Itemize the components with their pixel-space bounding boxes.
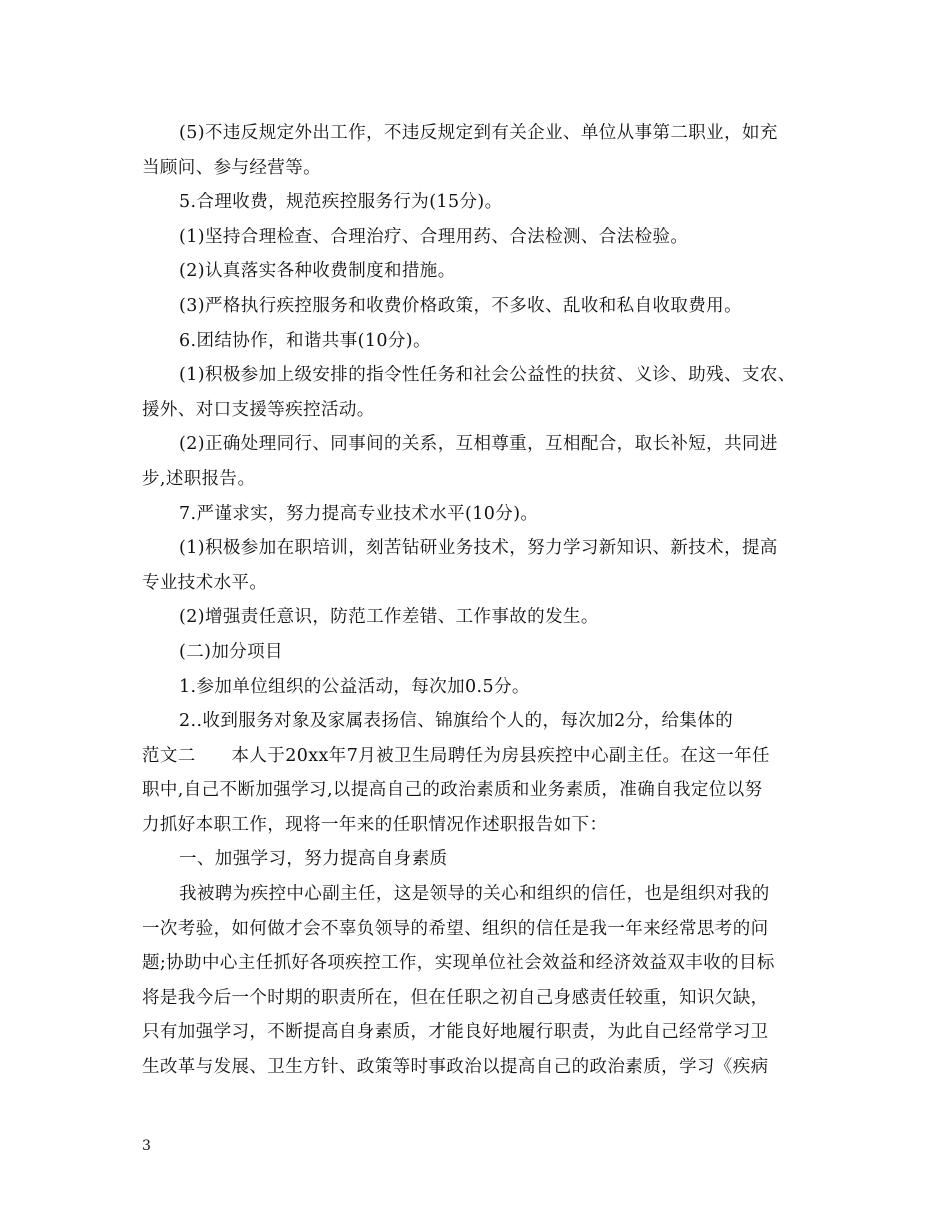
text-line: 步,述职报告。 — [142, 468, 256, 489]
text-line: (1)坚持合理检查、合理治疗、合理用药、合法检测、合法检验。 — [179, 226, 689, 247]
text-line: (1)积极参加上级安排的指令性任务和社会公益性的扶贫、义诊、助残、支农、 — [179, 365, 796, 386]
text-line: 我被聘为疾控中心副主任，这是领导的关心和组织的信任，也是组织对我的 — [179, 884, 770, 905]
text-line: 7.严谨求实，努力提高专业技术水平(10分)。 — [179, 503, 539, 524]
text-line: 力抓好本职工作，现将一年来的任职情况作述职报告如下： — [142, 814, 608, 835]
text-line: 专业技术水平。 — [142, 572, 268, 593]
text-line: 援外、对口支援等疾控活动。 — [142, 399, 375, 420]
text-line: (二)加分项目 — [179, 641, 283, 662]
text-line: (2)增强责任意识，防范工作差错、工作事故的发生。 — [179, 607, 599, 628]
text-line: 5.合理收费，规范疾控服务行为(15分)。 — [179, 192, 503, 213]
text-line: 题;协助中心主任抓好各项疾控工作，实现单位社会效益和经济效益双丰收的目标 — [142, 953, 775, 974]
document-body — [142, 116, 828, 1085]
text-line: 1.参加单位组织的公益活动，每次加0.5分。 — [179, 676, 530, 697]
text-line: 只有加强学习，不断提高自身素质，才能良好地履行职责，为此自己经常学习卫 — [142, 1022, 769, 1043]
text-line: 职中,自己不断加强学习,以提高自己的政治素质和业务素质，准确自我定位以努 — [142, 780, 763, 801]
text-line: (3)严格执行疾控服务和收费价格政策，不多收、乱收和私自收取费用。 — [179, 295, 742, 316]
text-line: 一、加强学习，努力提高自身素质 — [179, 849, 448, 870]
text-line: 一次考验，如何做才会不辜负领导的希望、组织的信任是我一年来经常思考的问 — [142, 918, 769, 939]
text-line: 将是我今后一个时期的职责所在，但在任职之初自己身感责任较重，知识欠缺， — [142, 987, 769, 1008]
page-number: 3 — [142, 1138, 151, 1154]
text-line: 2..收到服务对象及家属表扬信、锦旗给个人的，每次加2分，给集体的 — [179, 711, 734, 732]
text-line: (2)认真落实各种收费制度和措施。 — [179, 261, 456, 282]
text-line: 范文二 本人于20xx年7月被卫生局聘任为房县疾控中心副主任。在这一年任 — [142, 745, 770, 766]
text-line: 6.团结协作，和谐共事(10分)。 — [179, 330, 431, 351]
text-line: 生改革与发展、卫生方针、政策等时事政治以提高自己的政治素质，学习《疾病 — [142, 1057, 769, 1078]
text-line: (5)不违反规定外出工作，不违反规定到有关企业、单位从事第二职业，如充 — [179, 123, 778, 143]
text-line: (2)正确处理同行、同事间的关系，互相尊重，互相配合，取长补短，共同进 — [179, 434, 778, 455]
text-line: 当顾问、参与经营等。 — [142, 157, 321, 178]
text-line: (1)积极参加在职培训，刻苦钻研业务技术，努力学习新知识、新技术，提高 — [179, 538, 778, 559]
